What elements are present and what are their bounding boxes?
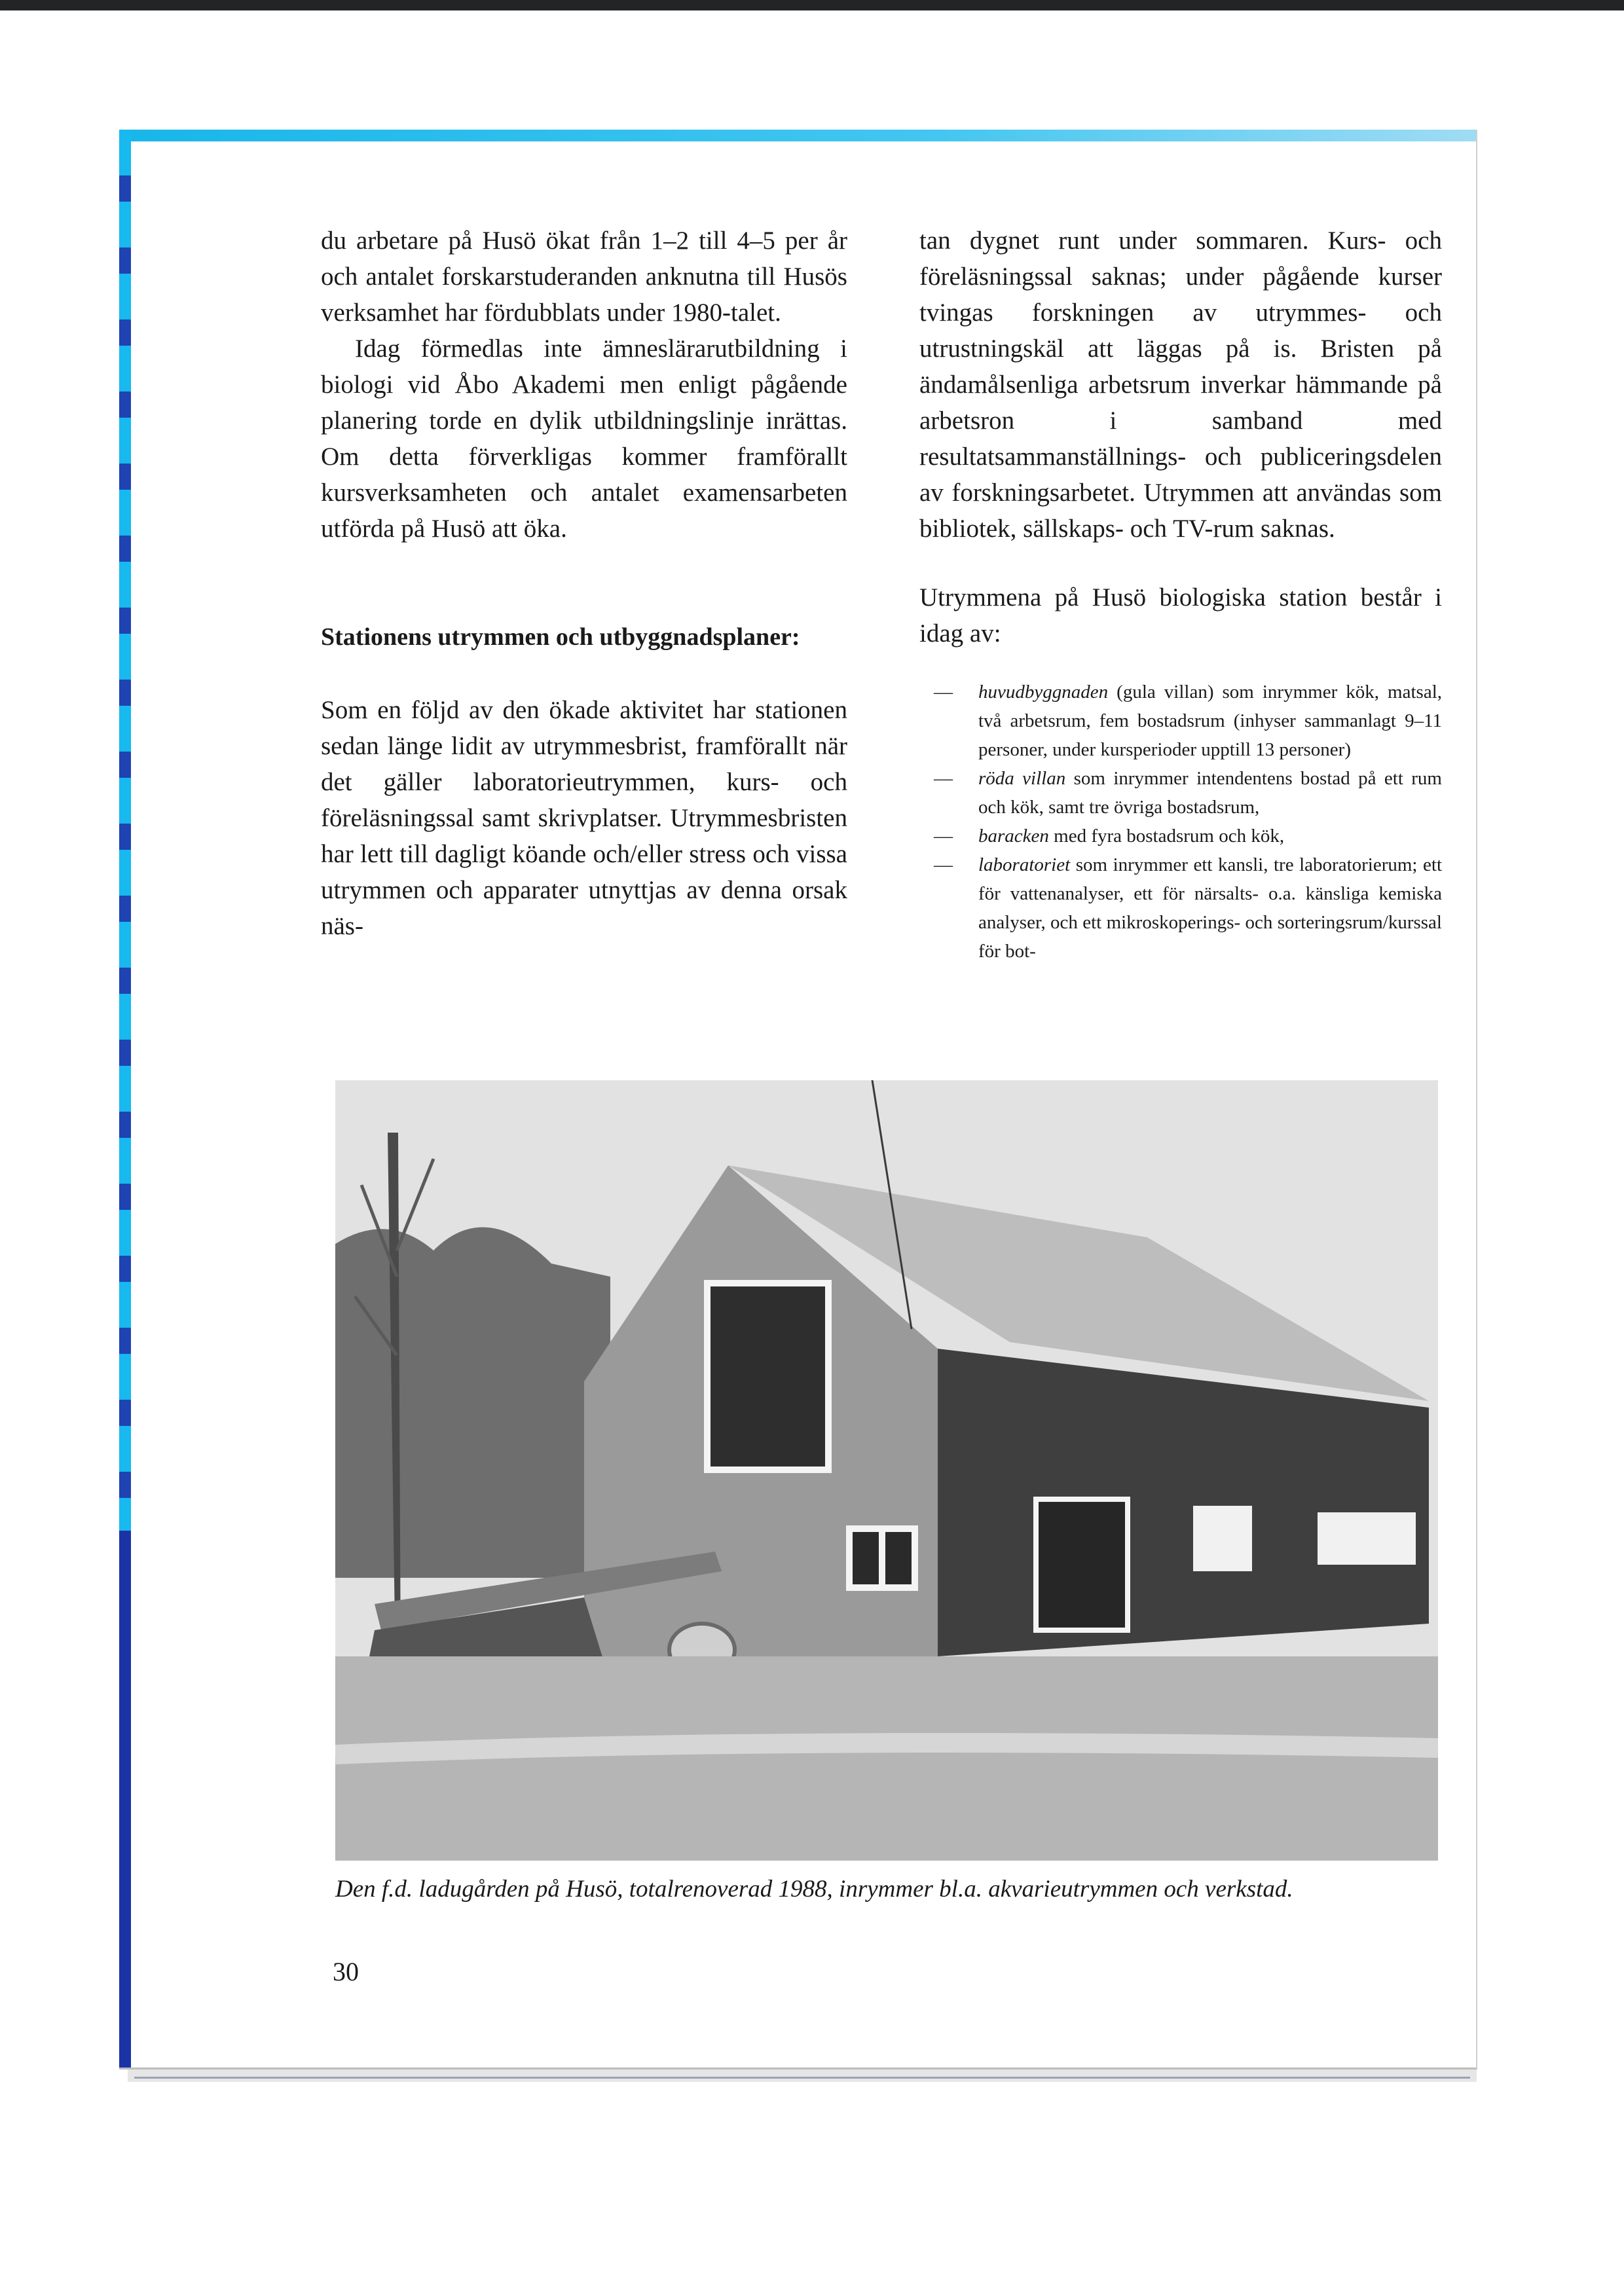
- list-term: laboratoriet: [978, 854, 1071, 875]
- barn-photo: [335, 1080, 1438, 1861]
- left-paragraph-3: Som en följd av den ökade aktivitet har stationen sedan länge lidit av utrymmesbrist, framförallt när det gäller laboratorieutrymmen, kurs- och föreläsningssal samt skrivplatser. Utrymmesbristen har lett till dagligt köande och/eller stress och vissa utrymmen och apparater utnyttjas av denna orsak näs-: [321, 696, 847, 940]
- list-text: med fyra bostadsrum och kök,: [1048, 826, 1285, 847]
- section-heading: Stationens utrymmen och utbyggnadsplaner:: [321, 623, 800, 651]
- list-item: — röda villan som inrymmer intendentens bostad på ett rum och kök, samt tre övriga bostadsrum,: [934, 768, 1442, 818]
- photo-caption: Den f.d. ladugården på Husö, totalrenoverad 1988, inrymmer bl.a. akvarieutrymmen och verkstad.: [335, 1876, 1293, 1903]
- list-item: — baracken med fyra bostadsrum och kök,: [934, 826, 1285, 847]
- right-column: [919, 223, 1442, 966]
- magazine-page: [119, 130, 1477, 2069]
- list-text: som inrymmer ett kansli, tre laboratorierum; ett för vattenanalyser, ett för närsalts- o.a. känsliga kemiska analyser, och ett mikroskoperings- och sorteringsrum/kurssal för bot-: [978, 854, 1442, 962]
- facilities-list: [919, 678, 1442, 966]
- list-term: huvudbyggnaden: [978, 682, 1109, 702]
- left-column: [321, 223, 847, 944]
- cover-top-edge: [119, 130, 1476, 141]
- right-paragraph-1: tan dygnet runt under sommaren. Kurs- och föreläsningssal saknas; under pågående kurser tvingas forskningen av utrymmes- och utrustningskäl att läggas på is. Bristen på ändamålsenliga arbetsrum inverkar hämmande på arbetsron i samband med resultatsammanställnings- och publiceringsdelen av forskningsarbetet. Utrymmen att användas som bibliotek, sällskaps- och TV-rum saknas.: [919, 227, 1442, 543]
- left-paragraph-2: Idag förmedlas inte ämneslärarutbildning i biologi vid Åbo Akademi men enligt pågående planering torde en dylik utbildningslinje inrättas. Om detta förverkligas kommer framförallt kursverksamheten och antalet examensarbeten utförda på Husö att öka.: [321, 335, 847, 543]
- scan-border-top: [0, 0, 1624, 10]
- list-text: som inrymmer intendentens bostad på ett rum och kök, samt tre övriga bostadsrum,: [978, 768, 1442, 818]
- left-paragraph-1: du arbetare på Husö ökat från 1–2 till 4–5 per år och antalet forskarstuderanden anknutna till Husös verksamhet har fördubblats under 1980-talet.: [321, 227, 847, 327]
- list-term: baracken: [978, 826, 1049, 847]
- list-item: — laboratoriet som inrymmer ett kansli, tre laboratorierum; ett för vattenanalyser, ett för närsalts- o.a. känsliga kemiska analyser, och ett mikroskoperings- och sorteringsrum/kurssal för bot-: [934, 854, 1442, 962]
- page-number: 30: [333, 1957, 359, 1986]
- cover-spine-edge-lower: [119, 1531, 131, 2068]
- right-paragraph-2: Utrymmena på Husö biologiska station består i idag av:: [919, 583, 1442, 647]
- list-term: röda villan: [978, 768, 1066, 789]
- list-item: — huvudbyggnaden (gula villan) som inrymmer kök, matsal, två arbetsrum, fem bostadsrum (inhyser sammanlagt 9–11 personer, under kursperioder upptill 13 personer): [934, 682, 1442, 760]
- list-text: (gula villan) som inrymmer kök, matsal, två arbetsrum, fem bostadsrum (inhyser sammanlagt 9–11 personer, under kursperioder upptill 13 personer): [978, 682, 1442, 760]
